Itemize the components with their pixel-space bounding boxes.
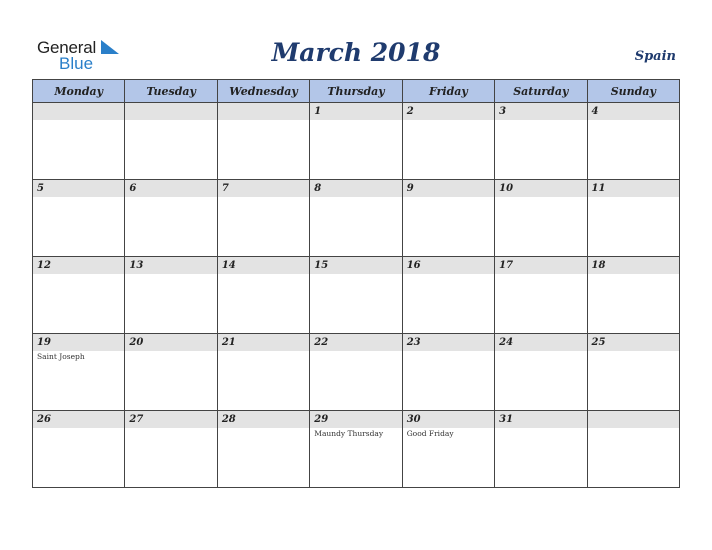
day-cell: [125, 180, 217, 257]
day-cell: [495, 334, 587, 411]
holiday-label: Maundy Thursday: [314, 429, 384, 438]
day-cell: [125, 334, 217, 411]
calendar-grid: [32, 79, 680, 488]
day-number: [125, 103, 216, 120]
day-number: 6: [125, 180, 216, 197]
weekday-header-row: [33, 80, 680, 103]
day-number: 24: [495, 334, 586, 351]
week-row: [33, 103, 680, 180]
day-number: 4: [588, 103, 679, 120]
day-cell: [33, 411, 125, 488]
day-number: 11: [588, 180, 679, 197]
day-cell: [495, 411, 587, 488]
weekday-header: Saturday: [495, 80, 587, 103]
day-cell: [33, 334, 125, 411]
day-cell: [125, 103, 217, 180]
day-number: 27: [125, 411, 216, 428]
week-row: [33, 411, 680, 488]
day-cell: [587, 334, 679, 411]
day-number: 1: [310, 103, 401, 120]
day-cell: [310, 180, 402, 257]
day-number: 12: [33, 257, 124, 274]
day-cell: [310, 411, 402, 488]
day-number: 22: [310, 334, 401, 351]
day-number: 17: [495, 257, 586, 274]
day-cell: [310, 103, 402, 180]
day-number: 13: [125, 257, 216, 274]
day-number: 16: [403, 257, 494, 274]
day-number: [218, 103, 309, 120]
day-cell: [125, 411, 217, 488]
day-number: 15: [310, 257, 401, 274]
weekday-header: Monday: [33, 80, 125, 103]
day-number: 14: [218, 257, 309, 274]
day-number: 31: [495, 411, 586, 428]
day-cell: [402, 180, 494, 257]
day-cell: [217, 103, 309, 180]
weekday-header: Thursday: [310, 80, 402, 103]
day-number: 9: [403, 180, 494, 197]
day-number: 21: [218, 334, 309, 351]
day-cell: [587, 257, 679, 334]
day-number: 18: [588, 257, 679, 274]
weekday-header: Tuesday: [125, 80, 217, 103]
weekday-header: Sunday: [587, 80, 679, 103]
day-number: 19: [33, 334, 124, 351]
day-number: 23: [403, 334, 494, 351]
day-cell: [587, 180, 679, 257]
day-number: 7: [218, 180, 309, 197]
day-cell: [402, 103, 494, 180]
holiday-label: Saint Joseph: [37, 352, 85, 361]
day-number: 3: [495, 103, 586, 120]
day-cell: [587, 103, 679, 180]
day-number: 8: [310, 180, 401, 197]
day-cell: [495, 103, 587, 180]
day-number: [588, 411, 679, 428]
day-cell: [495, 257, 587, 334]
week-row: [33, 257, 680, 334]
weekday-header: Friday: [402, 80, 494, 103]
logo-text-general: General: [37, 38, 97, 57]
weekday-header: Wednesday: [217, 80, 309, 103]
day-number: 29: [310, 411, 401, 428]
holiday-label: Good Friday: [406, 429, 454, 438]
day-number: 5: [33, 180, 124, 197]
day-cell: [587, 411, 679, 488]
week-row: [33, 334, 680, 411]
logo-text-blue: Blue: [59, 54, 94, 73]
day-cell: [402, 334, 494, 411]
calendar-title: March 2018: [271, 38, 441, 67]
day-cell: [217, 180, 309, 257]
day-number: 2: [403, 103, 494, 120]
day-cell: [33, 103, 125, 180]
day-cell: [125, 257, 217, 334]
day-number: 20: [125, 334, 216, 351]
day-cell: [402, 257, 494, 334]
day-cell: [33, 257, 125, 334]
day-cell: [217, 334, 309, 411]
day-number: [33, 103, 124, 120]
day-cell: [217, 257, 309, 334]
day-cell: [310, 257, 402, 334]
day-number: 26: [33, 411, 124, 428]
day-cell: [402, 411, 494, 488]
day-number: 28: [218, 411, 309, 428]
week-row: [33, 180, 680, 257]
day-cell: [310, 334, 402, 411]
day-cell: [33, 180, 125, 257]
day-number: 10: [495, 180, 586, 197]
country-label: Spain: [634, 49, 676, 64]
day-cell: [217, 411, 309, 488]
day-number: 30: [403, 411, 494, 428]
day-cell: [495, 180, 587, 257]
day-number: 25: [588, 334, 679, 351]
